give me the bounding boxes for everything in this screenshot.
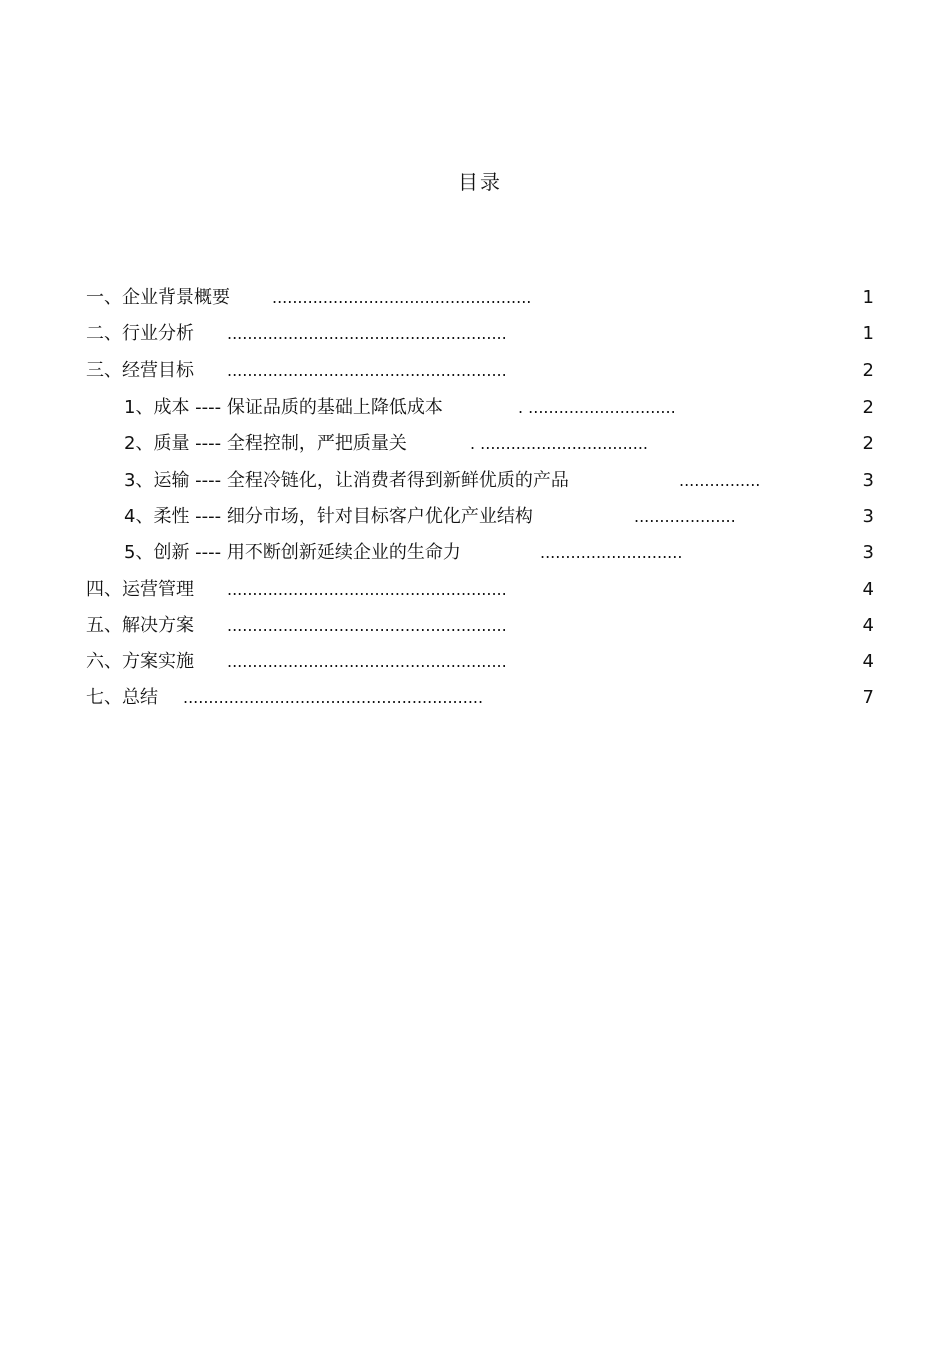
toc-entry-label: 一、企业背景概要 [86,287,230,308]
toc-page-number: 2 [862,360,874,381]
toc-leader-dots: ....................................................... [227,361,507,380]
toc-leader-dots: ........................................................... [183,688,484,707]
toc-page-number: 7 [862,687,874,708]
toc-leader-dots: ....................................................... [227,324,507,343]
toc-leader-dots: ................ [679,471,761,490]
toc-entry-label: 1、成本 ---- 保证品质的基础上降低成本 [124,397,443,418]
toc-entry-label: 二、行业分析 [86,323,194,344]
toc-leader-dots: ....................................................... [227,616,507,635]
toc-page-number: 3 [862,542,874,563]
toc-page-number: 2 [862,397,874,418]
toc-leader-dots: ....................................................... [227,652,507,671]
toc-entry-label: 四、运营管理 [86,579,194,600]
toc-title: 目录 [458,170,502,194]
toc-page-number: 4 [862,615,874,636]
toc-page-number: 1 [862,287,874,308]
toc-leader-dots: ................................................... [272,288,532,307]
toc-page-number: 4 [862,651,874,672]
toc-leader-dots: . ............................. [518,398,676,417]
toc-entry-label: 3、运输 ---- 全程冷链化，让消费者得到新鲜优质的产品 [124,470,569,491]
toc-page-number: 2 [862,433,874,454]
toc-entry-label: 三、经营目标 [86,360,194,381]
toc-leader-dots: ............................ [540,543,683,562]
toc-entry-label: 5、创新 ---- 用不断创新延续企业的生命力 [124,542,461,563]
toc-entry-label: 六、方案实施 [86,651,194,672]
toc-page-number: 3 [862,470,874,491]
toc-page-number: 3 [862,506,874,527]
toc-leader-dots: .................... [634,507,736,526]
toc-entry-label: 七、总结 [86,687,158,708]
toc-entry-label: 五、解决方案 [86,615,194,636]
toc-entry-label: 4、柔性 ---- 细分市场，针对目标客户优化产业结构 [124,506,533,527]
toc-page-number: 4 [862,579,874,600]
toc-leader-dots: ....................................................... [227,580,507,599]
toc-page-number: 1 [862,323,874,344]
toc-entry-label: 2、质量 ---- 全程控制，严把质量关 [124,433,407,454]
toc-leader-dots: . ................................. [470,434,649,453]
